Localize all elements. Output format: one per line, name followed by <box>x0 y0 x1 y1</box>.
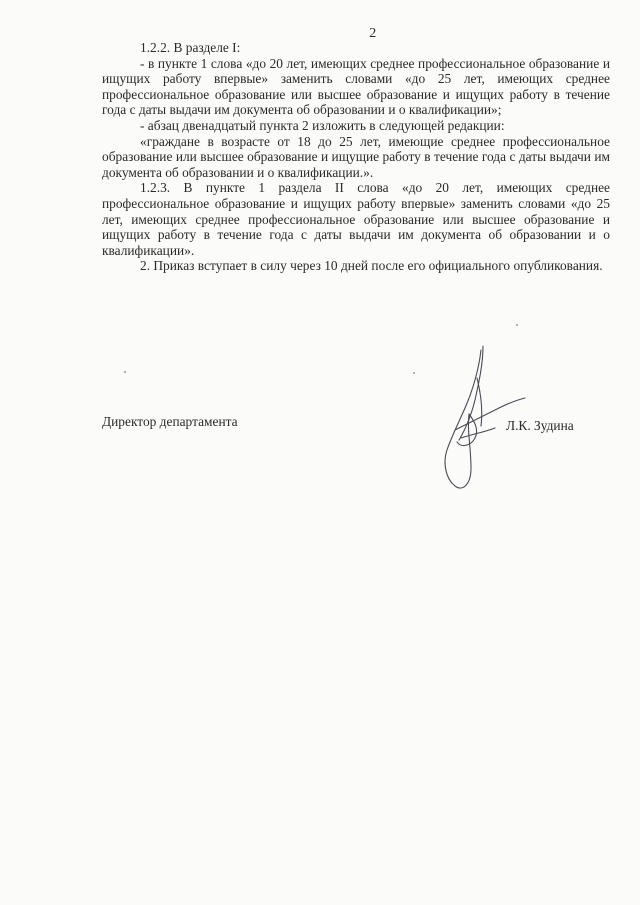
paragraph-item-2-intro: - абзац двенадцатый пункта 2 изложить в следующей редакции: <box>140 117 505 133</box>
document-body <box>102 40 610 274</box>
scan-speck <box>413 372 415 374</box>
signature-block <box>102 414 610 434</box>
paragraph-entry-into-force: 2. Приказ вступает в силу через 10 дней после его официального опубликования. <box>140 258 603 274</box>
paragraph-section-1-2-3: 1.2.3. В пункте 1 раздела II слова «до 20 лет, имеющих среднее профессиональное образование и ищущих работу впервые» заменить словами «до 25 лет, имеющих среднее профессиональное образование или высшее образование и ищущих работу в течение года с даты выдачи им документа об образовании и о квалификации». <box>102 180 610 258</box>
scan-speck <box>516 324 518 326</box>
paragraph-new-wording: «граждане в возрасте от 18 до 25 лет, имеющие среднее профессиональное образование или высшее образование и ищущие работу в течение года с даты выдачи им документа об образовании и о квалификации.». <box>102 133 610 180</box>
signer-title: Директор департамента <box>102 414 238 429</box>
page-number: 2 <box>369 26 377 41</box>
scan-speck <box>124 371 126 373</box>
paragraph-item-1-amendment: - в пункте 1 слова «до 20 лет, имеющих среднее профессиональное образование и ищущих работу впервые» заменить словами «до 25 лет, имеющих среднее профессиональное образование или высшее образование и ищущих работу в течение года с даты выдачи им документа об образовании и о квалификации»; <box>102 55 610 118</box>
signer-name: Л.К. Зудина <box>506 418 574 433</box>
paragraph-section-1-2-2: 1.2.2. В разделе I: <box>140 40 241 55</box>
